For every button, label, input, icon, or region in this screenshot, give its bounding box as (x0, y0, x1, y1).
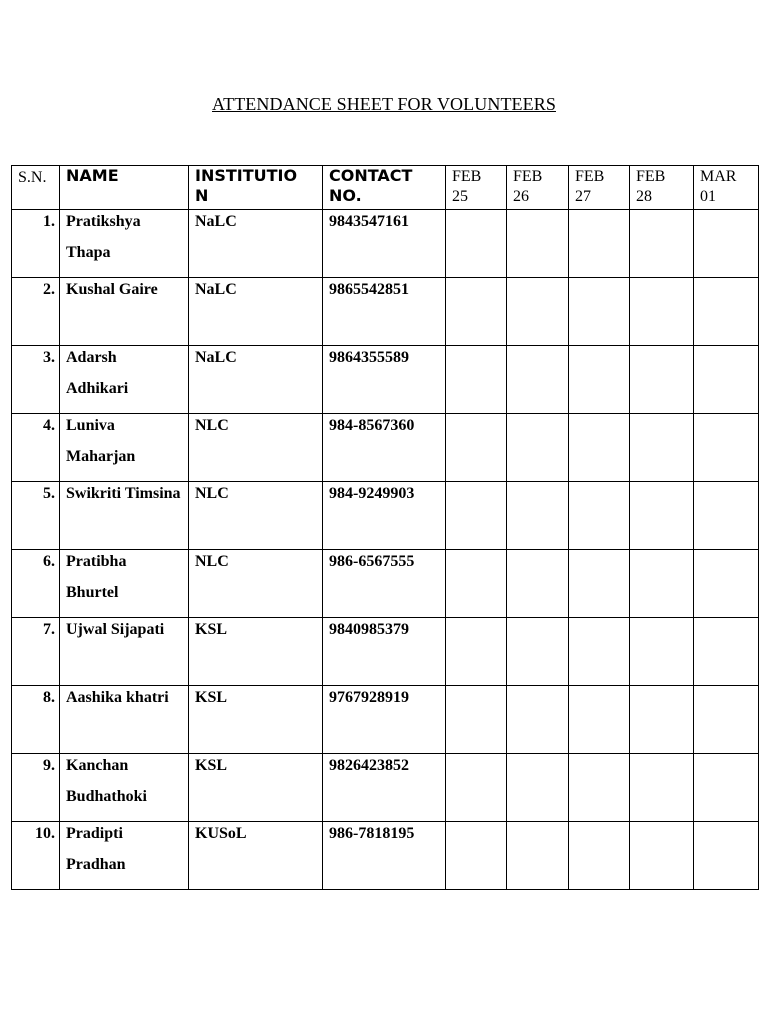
page-title: ATTENDANCE SHEET FOR VOLUNTEERS (212, 94, 556, 114)
attendance-cell[interactable] (630, 618, 694, 686)
row-name-cell: Pradipti Pradhan (60, 822, 189, 890)
header-institution: INSTITUTIO N (189, 166, 323, 210)
attendance-cell[interactable] (507, 618, 569, 686)
header-date-5: MAR 01 (694, 166, 759, 210)
attendance-cell[interactable] (569, 346, 630, 414)
attendance-cell[interactable] (630, 754, 694, 822)
attendance-cell[interactable] (507, 550, 569, 618)
attendance-cell[interactable] (507, 414, 569, 482)
table-row (12, 278, 759, 346)
row-institution-cell: NLC (189, 414, 323, 482)
attendance-cell[interactable] (694, 618, 759, 686)
attendance-cell[interactable] (630, 686, 694, 754)
row-name-cell: Kushal Gaire (60, 278, 189, 346)
row-name-cell: Pratibha Bhurtel (60, 550, 189, 618)
attendance-cell[interactable] (446, 482, 507, 550)
attendance-cell[interactable] (507, 346, 569, 414)
row-institution-cell: KUSoL (189, 822, 323, 890)
row-name-cell: Kanchan Budhathoki (60, 754, 189, 822)
attendance-cell[interactable] (446, 346, 507, 414)
table-row (12, 550, 759, 618)
table-row (12, 822, 759, 890)
attendance-cell[interactable] (694, 278, 759, 346)
attendance-cell[interactable] (630, 550, 694, 618)
row-sn-cell: 4. (12, 414, 60, 482)
table-row (12, 754, 759, 822)
attendance-cell[interactable] (446, 822, 507, 890)
attendance-cell[interactable] (569, 618, 630, 686)
table-row (12, 346, 759, 414)
row-institution-cell: NaLC (189, 210, 323, 278)
row-institution-cell: KSL (189, 618, 323, 686)
attendance-cell[interactable] (694, 754, 759, 822)
row-sn-cell: 5. (12, 482, 60, 550)
row-sn-cell: 3. (12, 346, 60, 414)
attendance-cell[interactable] (446, 686, 507, 754)
attendance-cell[interactable] (507, 482, 569, 550)
row-contact-cell: 984-8567360 (323, 414, 446, 482)
attendance-cell[interactable] (630, 822, 694, 890)
row-contact-cell: 984-9249903 (323, 482, 446, 550)
header-sn: S.N. (12, 166, 60, 210)
row-name-cell: Pratikshya Thapa (60, 210, 189, 278)
header-date-3: FEB 27 (569, 166, 630, 210)
attendance-cell[interactable] (446, 278, 507, 346)
attendance-cell[interactable] (507, 210, 569, 278)
attendance-cell[interactable] (694, 686, 759, 754)
row-name-cell: Luniva Maharjan (60, 414, 189, 482)
row-sn-cell: 1. (12, 210, 60, 278)
attendance-cell[interactable] (569, 278, 630, 346)
attendance-cell[interactable] (630, 278, 694, 346)
row-name-cell: Swikriti Timsina (60, 482, 189, 550)
attendance-cell[interactable] (630, 414, 694, 482)
row-sn-cell: 10. (12, 822, 60, 890)
table-row (12, 686, 759, 754)
row-name-cell: Adarsh Adhikari (60, 346, 189, 414)
attendance-cell[interactable] (630, 482, 694, 550)
row-name-cell: Aashika khatri (60, 686, 189, 754)
attendance-cell[interactable] (569, 482, 630, 550)
row-sn-cell: 2. (12, 278, 60, 346)
row-institution-cell: NaLC (189, 346, 323, 414)
attendance-cell[interactable] (694, 822, 759, 890)
row-contact-cell: 9843547161 (323, 210, 446, 278)
row-contact-cell: 9840985379 (323, 618, 446, 686)
row-contact-cell: 9864355589 (323, 346, 446, 414)
attendance-cell[interactable] (630, 210, 694, 278)
table-row (12, 210, 759, 278)
attendance-cell[interactable] (694, 414, 759, 482)
attendance-cell[interactable] (569, 210, 630, 278)
row-institution-cell: KSL (189, 686, 323, 754)
table-row (12, 414, 759, 482)
attendance-table (11, 165, 759, 890)
attendance-cell[interactable] (507, 278, 569, 346)
attendance-cell[interactable] (569, 822, 630, 890)
header-name: NAME (60, 166, 189, 210)
table-row (12, 482, 759, 550)
row-contact-cell: 9767928919 (323, 686, 446, 754)
attendance-cell[interactable] (569, 686, 630, 754)
attendance-cell[interactable] (630, 346, 694, 414)
row-sn-cell: 9. (12, 754, 60, 822)
attendance-cell[interactable] (694, 482, 759, 550)
attendance-cell[interactable] (569, 550, 630, 618)
attendance-cell[interactable] (446, 414, 507, 482)
row-sn-cell: 6. (12, 550, 60, 618)
row-contact-cell: 986-7818195 (323, 822, 446, 890)
attendance-cell[interactable] (446, 550, 507, 618)
header-row (12, 166, 759, 210)
row-institution-cell: NLC (189, 482, 323, 550)
row-institution-cell: NLC (189, 550, 323, 618)
attendance-cell[interactable] (694, 550, 759, 618)
row-name-cell: Ujwal Sijapati (60, 618, 189, 686)
attendance-cell[interactable] (507, 822, 569, 890)
attendance-cell[interactable] (507, 754, 569, 822)
attendance-cell[interactable] (694, 346, 759, 414)
attendance-cell[interactable] (694, 210, 759, 278)
table-row (12, 618, 759, 686)
row-contact-cell: 9826423852 (323, 754, 446, 822)
row-contact-cell: 986-6567555 (323, 550, 446, 618)
row-sn-cell: 7. (12, 618, 60, 686)
header-date-1: FEB 25 (446, 166, 507, 210)
attendance-cell[interactable] (446, 210, 507, 278)
header-date-2: FEB 26 (507, 166, 569, 210)
attendance-cell[interactable] (446, 618, 507, 686)
attendance-cell[interactable] (569, 754, 630, 822)
attendance-cell[interactable] (446, 754, 507, 822)
attendance-cell[interactable] (507, 686, 569, 754)
header-date-4: FEB 28 (630, 166, 694, 210)
header-contact: CONTACT NO. (323, 166, 446, 210)
row-sn-cell: 8. (12, 686, 60, 754)
row-institution-cell: NaLC (189, 278, 323, 346)
row-institution-cell: KSL (189, 754, 323, 822)
attendance-cell[interactable] (569, 414, 630, 482)
row-contact-cell: 9865542851 (323, 278, 446, 346)
